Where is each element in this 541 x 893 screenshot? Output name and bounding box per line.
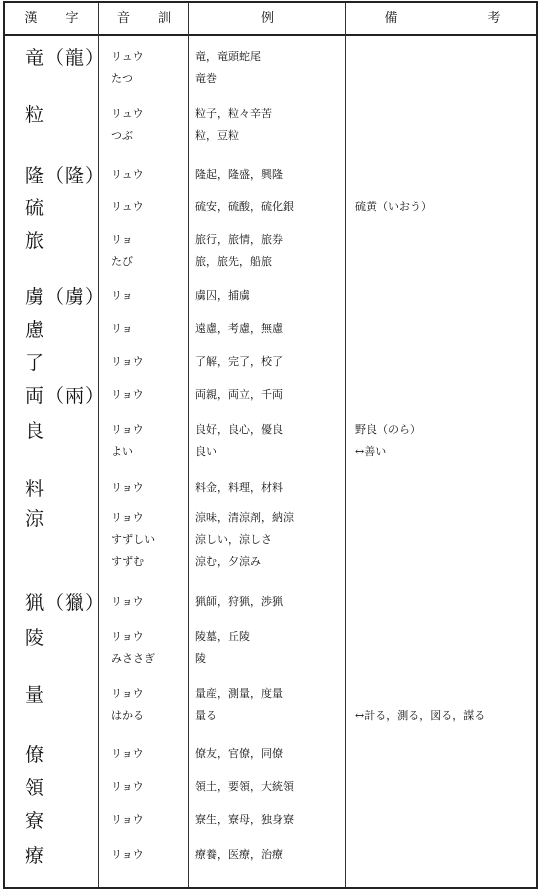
example-cell: 涼しい，涼しさ [195, 533, 272, 546]
kanji-cell: 陵 [25, 627, 46, 649]
reading-cell: つぶ [111, 129, 133, 142]
example-cell: 量産，測量，度量 [195, 687, 283, 700]
example-cell: 良好，良心，優良 [195, 423, 283, 436]
reading-cell: リョウ [111, 481, 144, 494]
reading-cell: たつ [111, 72, 133, 85]
example-cell: 涼味，清涼剤，納涼 [195, 511, 294, 524]
reading-cell: リョウ [111, 355, 144, 368]
kanji-cell: 領 [25, 777, 46, 799]
reading-cell: リョウ [111, 747, 144, 760]
kanji-cell: 量 [25, 684, 46, 706]
reading-cell: リョウ [111, 780, 144, 793]
reading-cell: はかる [111, 709, 144, 722]
example-cell: 領土，要領，大統領 [195, 780, 294, 793]
note-cell: 野良（のら） [355, 423, 421, 436]
note-cell: ↔計る，測る，図る，謀る [355, 709, 486, 722]
kanji-cell: 寮 [25, 810, 46, 832]
kanji-cell: 慮 [25, 319, 46, 341]
kanji-cell: 猟（獵） [25, 592, 106, 614]
reading-cell: リョウ [111, 595, 144, 608]
note-cell: 硫黄（いおう） [355, 200, 432, 213]
kanji-cell: 料 [25, 478, 46, 500]
reading-cell: リョウ [111, 848, 144, 861]
reading-cell: リョ [111, 233, 133, 246]
header-example-char: 例 [260, 11, 274, 26]
kanji-cell: 隆（隆） [25, 165, 106, 187]
example-cell: 陵 [195, 652, 206, 665]
header-notes-char2: 考 [487, 11, 501, 26]
kanji-cell: 了 [25, 352, 46, 374]
example-cell: 旅行，旅情，旅券 [195, 233, 283, 246]
note-cell: ↔善い [355, 445, 387, 458]
kanji-cell: 虜（虜） [25, 286, 106, 308]
example-cell: 旅，旅先，船旅 [195, 255, 272, 268]
column-divider [98, 3, 99, 887]
example-cell: 粒子，粒々辛苦 [195, 107, 272, 120]
kanji-cell: 硫 [25, 197, 46, 219]
kanji-cell: 旅 [25, 230, 46, 252]
example-cell: 遠慮，考慮，無慮 [195, 322, 283, 335]
column-divider [188, 3, 189, 887]
kanji-table [3, 1, 538, 889]
example-cell: 了解，完了，校了 [195, 355, 283, 368]
example-cell: 療養，医療，治療 [195, 848, 283, 861]
reading-cell: リュウ [111, 200, 144, 213]
example-cell: 寮生，寮母，独身寮 [195, 813, 294, 826]
reading-cell: リョウ [111, 813, 144, 826]
header-onkun [100, 3, 188, 34]
column-divider [345, 3, 346, 887]
reading-cell: リュウ [111, 107, 144, 120]
reading-cell: すずしい [111, 533, 156, 546]
kanji-cell: 涼 [25, 508, 46, 530]
reading-cell: リョウ [111, 423, 144, 436]
reading-cell: リョ [111, 322, 133, 335]
example-cell: 猟師，狩猟，渉猟 [195, 595, 283, 608]
reading-cell: リョウ [111, 511, 144, 524]
reading-cell: たび [111, 255, 133, 268]
reading-cell: リョウ [111, 630, 144, 643]
reading-cell: リュウ [111, 168, 144, 181]
reading-cell: リョウ [111, 687, 144, 700]
kanji-cell: 竜（龍） [25, 47, 106, 69]
example-cell: 良い [195, 445, 217, 458]
kanji-cell: 療 [25, 845, 46, 867]
kanji-cell: 良 [25, 420, 46, 442]
header-example [190, 3, 345, 34]
header-kanji-char2: 字 [65, 11, 79, 26]
header-notes [347, 3, 538, 34]
kanji-cell: 粒 [25, 104, 46, 126]
example-cell: 竜巻 [195, 72, 217, 85]
example-cell: 虜囚，捕虜 [195, 289, 250, 302]
reading-cell: リョウ [111, 388, 144, 401]
example-cell: 料金，料理，材料 [195, 481, 283, 494]
kanji-cell: 僚 [25, 744, 46, 766]
example-cell: 両親，両立，千両 [195, 388, 283, 401]
example-cell: 僚友，官僚，同僚 [195, 747, 283, 760]
kanji-cell: 両（兩） [25, 385, 106, 407]
reading-cell: みささぎ [111, 652, 155, 665]
header-kanji [5, 3, 98, 34]
reading-cell: よい [111, 445, 133, 458]
header-notes-char1: 備 [384, 11, 398, 26]
example-cell: 隆起，隆盛，興隆 [195, 168, 283, 181]
table-header [5, 3, 536, 36]
header-onkun-char1: 音 [116, 11, 130, 26]
reading-cell: リュウ [111, 50, 144, 63]
example-cell: 陵墓，丘陵 [195, 630, 250, 643]
example-cell: 竜，竜頭蛇尾 [195, 50, 261, 63]
reading-cell: リョ [111, 289, 133, 302]
example-cell: 涼む，夕涼み [195, 555, 261, 568]
reading-cell: すずむ [111, 555, 145, 568]
header-onkun-char2: 訓 [158, 11, 172, 26]
example-cell: 硫安，硫酸，硫化銀 [195, 200, 294, 213]
example-cell: 量る [195, 709, 217, 722]
header-kanji-char1: 漢 [24, 11, 38, 26]
example-cell: 粒，豆粒 [195, 129, 239, 142]
